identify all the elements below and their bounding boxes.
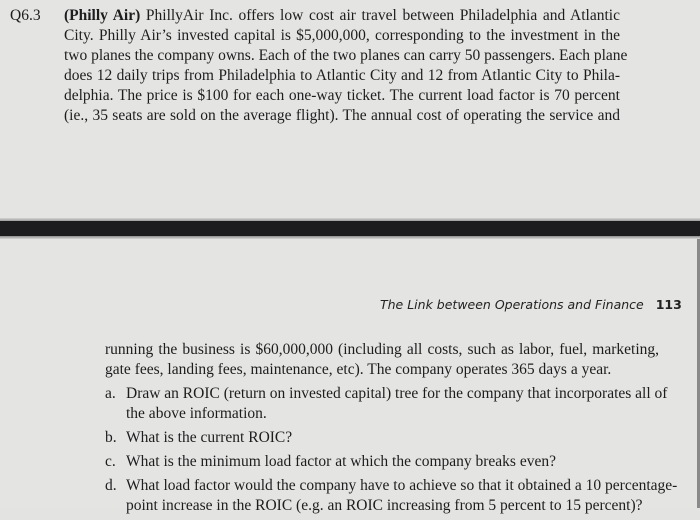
sub-question-text: What is the minimum load factor at which the company breaks even? xyxy=(126,453,556,470)
sub-question-marker: c. xyxy=(105,453,116,470)
sub-question-marker: b. xyxy=(105,429,117,446)
sub-question-text: point increase in the ROIC (e.g. an ROIC increasing from 5 percent to 15 percent)? xyxy=(126,497,643,514)
intro-line-5: delphia. The price is $100 for each one-way ticket. The current load factor is 70 percent xyxy=(64,87,620,104)
sub-question-b xyxy=(105,428,659,448)
question-intro-text xyxy=(64,6,628,126)
continuation-line-1: running the business is $60,000,000 (including all costs, such as labor, fuel, marketing, xyxy=(105,341,659,358)
sub-question-marker: d. xyxy=(105,477,117,494)
page-break-divider xyxy=(0,221,700,236)
intro-line-4: does 12 daily trips from Philadelphia to Atlantic City and 12 from Atlantic City to Phila- xyxy=(64,67,620,84)
intro-line-6: (ie., 35 seats are sold on the average flight). The annual cost of operating the service and xyxy=(64,107,620,124)
page-number: 113 xyxy=(655,297,682,312)
sub-question-list xyxy=(105,384,678,520)
sub-question-marker: a. xyxy=(105,385,116,402)
intro-line-3: two planes the company owns. Each of the two planes can carry 50 passengers. Each plane xyxy=(64,47,628,64)
sub-question-text: the above information. xyxy=(126,405,267,422)
question-continuation-text xyxy=(105,340,659,380)
sub-question-d xyxy=(105,476,678,516)
running-header xyxy=(380,297,682,313)
sub-question-c xyxy=(105,452,659,472)
sub-question-text: Draw an ROIC (return on invested capital) tree for the company that incorporates all of xyxy=(126,385,668,402)
sub-question-text: What load factor would the company have to achieve so that it obtained a 10 percentage- xyxy=(126,477,678,494)
question-number: Q6.3 xyxy=(10,7,41,24)
running-header-title: The Link between Operations and Finance xyxy=(380,297,644,312)
sub-question-a xyxy=(105,384,668,424)
sub-question-text: What is the current ROIC? xyxy=(126,429,293,446)
intro-line-1: (Philly Air) PhillyAir Inc. offers low cost air travel between Philadelphia and Atlantic xyxy=(64,7,620,24)
question-title: (Philly Air) xyxy=(64,7,141,24)
intro-line-2: City. Philly Air’s invested capital is $5,000,000, corresponding to the investment in the xyxy=(64,27,620,44)
continuation-line-2: gate fees, landing fees, maintenance, etc). The company operates 365 days a year. xyxy=(105,361,612,378)
